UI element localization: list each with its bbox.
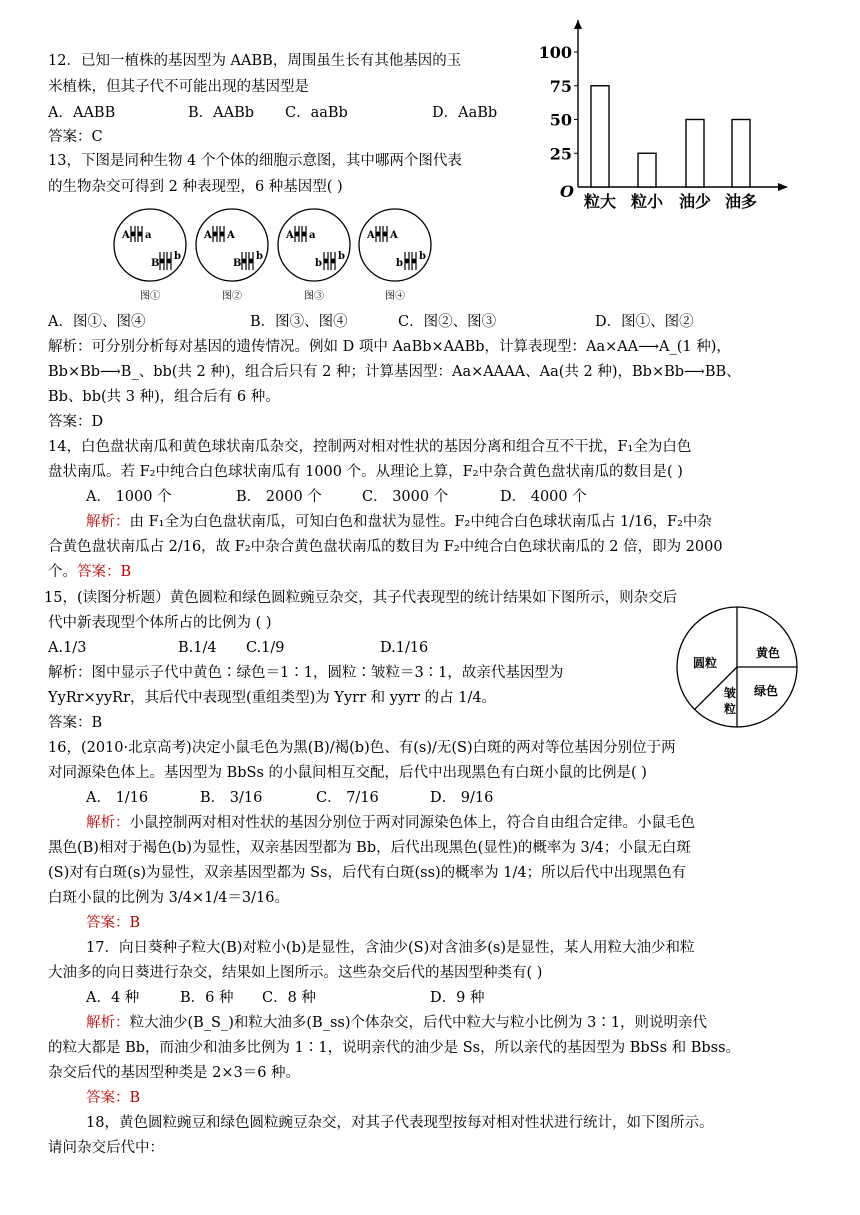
q14-option-a: A． 1000 个	[86, 489, 172, 505]
centromere	[220, 232, 225, 237]
q14-analysis-text1: 由 F₁全为白色盘状南瓜，可知白色和盘状为显性。F₂中纯合白色球状南瓜占 1/16，F₂中杂	[129, 514, 712, 530]
q17-option-a: A．4 种	[86, 990, 140, 1006]
q17-analysis-line3: 杂交后代的基因型种类是 2×3＝6 种。	[48, 1065, 301, 1081]
q13-option-b: B．图③、图④	[250, 314, 348, 330]
centromere	[138, 232, 143, 237]
q14-analysis-line3	[48, 562, 131, 582]
q12-answer: 答案：C	[48, 129, 103, 145]
allele-label: a	[309, 230, 316, 241]
centromere	[167, 259, 172, 264]
y-axis-arrow-icon	[574, 20, 582, 29]
bar	[732, 120, 750, 188]
centromere	[160, 259, 165, 264]
bar	[591, 86, 609, 187]
centromere	[295, 232, 300, 237]
q17-option-d: D．9 种	[430, 990, 485, 1006]
q15-option-a: A.1/3	[48, 640, 87, 656]
q16-analysis-line1	[86, 813, 695, 833]
q16-option-d: D． 9/16	[430, 790, 494, 806]
allele-label: b	[315, 258, 322, 269]
cell-caption: 图④	[385, 291, 405, 302]
q16-answer: 答案：B	[86, 915, 141, 931]
y-tick-label: 50	[549, 110, 572, 130]
allele-label: b	[174, 251, 181, 262]
x-tick-label: 油少	[678, 192, 712, 211]
q12-option-b: B．AABb	[188, 105, 255, 121]
centromere	[213, 232, 218, 237]
seed-trait-bar-chart	[530, 12, 800, 212]
q16-analysis-label: 解析：	[86, 815, 130, 831]
allele-label: B	[151, 258, 160, 269]
q17-analysis-label: 解析：	[86, 1015, 130, 1031]
pie-label: 粒	[723, 702, 737, 716]
q15-stem-line2: 代中新表现型个体所占的比例为 ( )	[48, 615, 272, 631]
q14-analysis-tail: 个。	[48, 564, 77, 580]
q12-option-a: A．AABB	[48, 105, 116, 121]
allele-label: a	[145, 230, 152, 241]
q16-analysis-line4: 白斑小鼠的比例为 3/4×1/4＝3/16。	[48, 890, 289, 906]
cell-membrane	[359, 209, 431, 281]
q16-analysis-line2: 黑色(B)相对于褐色(b)为显性，双亲基因型都为 Bb，后代出现黑色(显性)的概率为 3/4；小鼠无白斑	[48, 840, 691, 856]
q16-stem-line2: 对同源染色体上。基因型为 BbSs 的小鼠间相互交配，后代中出现黑色有白斑小鼠的比例是( )	[48, 765, 647, 781]
q15-analysis-line2: YyRr×yyRr，其后代中表现型(重组类型)为 Yyrr 和 yyrr 的占 1/4。	[48, 690, 497, 706]
allele-label: b	[338, 251, 345, 262]
centromere	[324, 259, 329, 264]
q15-analysis-line1: 解析：图中显示子代中黄色∶绿色＝1∶1，圆粒∶皱粒＝3∶1，故亲代基因型为	[48, 665, 564, 681]
q17-answer: 答案：B	[86, 1090, 141, 1106]
q14-stem-line2: 盘状南瓜。若 F₂中纯合白色球状南瓜有 1000 个。从理论上算，F₂中杂合黄色盘状南瓜的数目是( )	[48, 464, 683, 480]
cell-diagram	[114, 209, 186, 302]
q15-answer: 答案：B	[48, 715, 103, 731]
pea-trait-pie-chart	[674, 604, 800, 730]
centromere	[131, 232, 136, 237]
q14-analysis-line1	[86, 512, 712, 532]
q13-analysis-line1: 解析：可分别分析每对基因的遗传情况。例如 D 项中 AaBb×AABb，计算表现型：Aa×AA⟶A_(1 种)，	[48, 339, 731, 355]
allele-label: A	[367, 230, 375, 241]
q16-stem-line1: 16，(2010·北京高考)决定小鼠毛色为黑(B)/褐(b)色、有(s)/无(S)白斑的两对等位基因分别位于两	[48, 740, 676, 756]
q17-option-c: C．8 种	[262, 990, 316, 1006]
q17-stem-line1: 17．向日葵种子粒大(B)对粒小(b)是显性，含油少(S)对含油多(s)是显性，某人用粒大油少和粒	[86, 940, 695, 956]
cell-diagram	[359, 209, 431, 302]
centromere	[249, 259, 254, 264]
pie-label: 皱	[723, 686, 737, 700]
pie-label: 绿色	[753, 684, 779, 698]
q15-option-c: C.1/9	[246, 640, 285, 656]
allele-label: B	[233, 258, 242, 269]
q13-option-a: A．图①、图④	[48, 314, 146, 330]
q16-option-a: A． 1/16	[86, 790, 149, 806]
bar	[686, 120, 704, 188]
cell-membrane	[114, 209, 186, 281]
allele-label: A	[227, 230, 235, 241]
cell-membrane	[278, 209, 350, 281]
cell-caption: 图②	[222, 291, 242, 302]
q13-option-d: D．图①、图②	[595, 314, 694, 330]
q14-stem-line1: 14，白色盘状南瓜和黄色球状南瓜杂交，控制两对相对性状的基因分离和组合互不干扰，F₁全为白色	[48, 439, 692, 455]
q16-option-c: C． 7/16	[316, 790, 379, 806]
pie-label: 黄色	[755, 646, 781, 660]
q14-answer: 答案：B	[77, 564, 132, 580]
q18-stem-line2: 请问杂交后代中：	[48, 1140, 164, 1156]
cell-caption: 图①	[140, 291, 160, 302]
q16-option-b: B． 3/16	[200, 790, 263, 806]
centromere	[376, 232, 381, 237]
centromere	[242, 259, 247, 264]
centromere	[302, 232, 307, 237]
q14-option-c: C． 3000 个	[362, 489, 449, 505]
allele-label: A	[204, 230, 212, 241]
x-tick-label: 油多	[724, 192, 758, 211]
q17-analysis-line1	[86, 1013, 707, 1033]
bar	[638, 153, 656, 187]
q13-stem-line1: 13，下图是同种生物 4 个个体的细胞示意图，其中哪两个图代表	[48, 153, 462, 169]
allele-label: b	[396, 258, 403, 269]
q13-stem-line2: 的生物杂交可得到 2 种表现型，6 种基因型( )	[48, 179, 343, 195]
centromere	[412, 259, 417, 264]
allele-label: A	[122, 230, 130, 241]
q14-option-d: D． 4000 个	[500, 489, 587, 505]
allele-label: A	[286, 230, 294, 241]
q12-stem-line2: 米植株，但其子代不可能出现的基因型是	[48, 79, 309, 95]
allele-label: b	[256, 251, 263, 262]
centromere	[383, 232, 388, 237]
q16-analysis-line3: (S)对有白斑(s)为显性，双亲基因型都为 Ss，后代有白斑(ss)的概率为 1/4；所以后代中出现黑色有	[48, 865, 687, 881]
origin-label: O	[560, 182, 574, 201]
q15-stem-line1: 15，(读图分析题）黄色圆粒和绿色圆粒豌豆杂交，其子代表现型的统计结果如下图所示，则杂交后	[44, 590, 678, 606]
allele-label: A	[390, 230, 398, 241]
pie-label: 圆粒	[692, 656, 718, 670]
cell-caption: 图③	[304, 291, 324, 302]
q13-answer: 答案：D	[48, 414, 104, 430]
centromere	[405, 259, 410, 264]
centromere	[331, 259, 336, 264]
cell-membrane	[196, 209, 268, 281]
q17-analysis-line2: 的粒大都是 Bb，而油少和油多比例为 1∶1，说明亲代的油少是 Ss，所以亲代的基因型为 BbSs 和 Bbss。	[48, 1040, 741, 1056]
q18-stem-line1: 18，黄色圆粒豌豆和绿色圆粒豌豆杂交，对其子代表现型按每对相对性状进行统计，如下图所示。	[86, 1115, 714, 1131]
cell-diagram	[196, 209, 268, 302]
q12-option-d: D．AaBb	[432, 105, 498, 121]
y-tick-label: 25	[549, 144, 572, 164]
q14-analysis-line2: 合黄色盘状南瓜占 2/16，故 F₂中杂合黄色盘状南瓜的数目为 F₂中纯合白色球状南瓜的 2 倍，即为 2000	[48, 539, 723, 555]
q17-analysis-text1: 粒大油少(B_S_)和粒大油多(B_ss)个体杂交，后代中粒大与粒小比例为 3∶1，则说明亲代	[129, 1015, 708, 1031]
q13-analysis-line2: Bb×Bb⟶B_、bb(共 2 种)，组合后只有 2 种；计算基因型：Aa×AAAA、Aa(共 2 种)，Bb×Bb⟶BB、	[48, 364, 741, 380]
x-tick-label: 粒大	[583, 192, 617, 211]
q16-analysis-text1: 小鼠控制两对相对性状的基因分别位于两对同源染色体上，符合自由组合定律。小鼠毛色	[129, 815, 695, 831]
y-tick-label: 75	[549, 76, 572, 96]
q14-analysis-label: 解析：	[86, 514, 130, 530]
y-tick-label: 100	[538, 43, 572, 62]
q13-option-c: C．图②、图③	[398, 314, 497, 330]
q13-analysis-line3: Bb、bb(共 3 种)，组合后有 6 种。	[48, 389, 280, 405]
cell-diagrams	[110, 205, 450, 305]
q17-stem-line2: 大油多的向日葵进行杂交，结果如上图所示。这些杂交后代的基因型种类有( )	[48, 965, 543, 981]
allele-label: b	[419, 251, 426, 262]
x-axis-arrow-icon	[778, 183, 788, 191]
q15-option-d: D.1/16	[380, 640, 429, 656]
q14-option-b: B． 2000 个	[236, 489, 322, 505]
x-tick-label: 粒小	[630, 192, 664, 211]
cell-diagram	[278, 209, 350, 302]
q12-option-c: C．aaBb	[285, 105, 348, 121]
q15-option-b: B.1/4	[178, 640, 217, 656]
q17-option-b: B．6 种	[180, 990, 234, 1006]
q12-stem-line1: 12．已知一植株的基因型为 AABB，周围虽生长有其他基因的玉	[48, 53, 462, 69]
